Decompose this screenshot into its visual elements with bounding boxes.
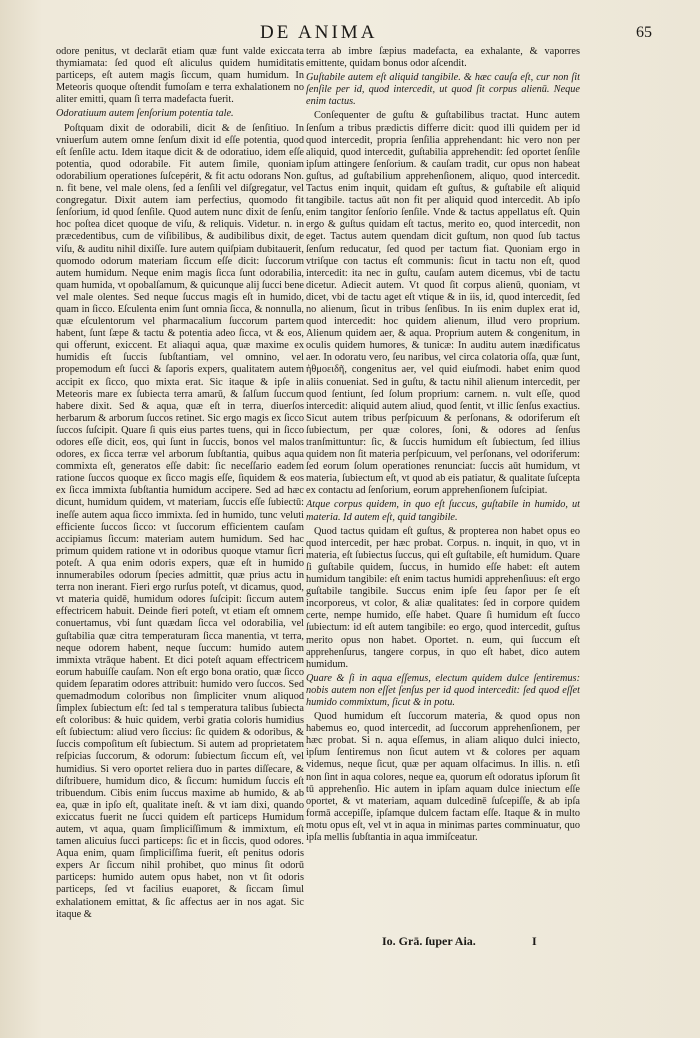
section-heading: Odoratiuum autem ſenſorium potentia tale.	[56, 108, 234, 120]
running-title: DE ANIMA	[260, 22, 378, 43]
paragraph: terra ab imbre ſæpius madefacta, ea exhalante, & vaporres emittente, quidam bonus odor aſcendit.	[306, 46, 580, 70]
lemma-heading: Atque corpus quidem, in quo eſt ſuccus, guſtabile in humido, ut materia. Id autem eſt, quid tangibile.	[306, 499, 580, 523]
left-column	[56, 46, 304, 994]
paragraph: Quod humidum eſt ſuccorum materia, & quod opus non habemus eo, quod intercedit, ad ſuccorum apprehenſionem, per hæc probat. Si n. aqua eſſemus, in aliam aliquo dulci iniecto, ipſum ſentiremus non ſicut autem vt & colores per aquam videmus, neque ſicut, quæ per aquam olfacimus. In illis. n. etſi non ſint in aqua colores, neque ea, quorum eſt odoratus ipſorum ſit tū apprehenſio. Hic autem in ipſam aquam dulce iniectum eſſe oportet, & vt materiam, aquam dulcedinē ſuſcepiſſe, & ab ipſa formā accepiſſe, ipſamque dulcem factam eſſe. Itaque & in multo motu opus eſt, vel vt in aqua in minimas partes comminuatur, quo ipſa mellis ſubſtantia in aqua immiſceatur.	[306, 711, 580, 843]
lemma-heading: Guſtabile autem eſt aliquid tangibile. & hæc cauſa eſt, cur non ſit ſenſile per id, quod intercedit, ut quod ſit corpus alienū. Neque enim tactus.	[306, 72, 580, 108]
right-column	[306, 46, 580, 966]
running-head	[0, 20, 700, 46]
page-number: 65	[636, 24, 652, 41]
signature-text: Io. Grā. ſuper Aia.	[382, 934, 476, 948]
paragraph: Conſequenter de guſtu & guſtabilibus tractat. Hunc autem ſenſum a tribus prædictis differre dicit: quod illi quidem per id quod intercedit, propria ſenſilia apprehendant: hic vero non per aliquid, quod intercedit, guſtabilia apprehendit: ſed oportet ſenſile ipſum attingere ſenſorium. & cauſam tradit, cur opus non habeat guſtus, ad guſtabilium apprehenſionem, aliquo, quod intercedit. Tactus enim inquit, quidam eſt guſtus, & guſtabile eſt aliquid tangibile. tactus aūt non fit per aliquid quod intercedit. Ab ipſo enim tangitor ſenſorio ſenſile. Vnde & tactus appellatus eſt. Quin ergo & guſtus quidam eſt tactus, merito eo, quod intercedit, non eget. Tactus autem quendam dicit guſtum, non quod ſub tactus ſenſum reducatur, ſed quod per tactum fiat. Quoniam ergo in vtriſque con tactus eſt communis: ſicut in tactu non eſt, quod intercedit: ita nec in guſtu, cauſam autem dicemus, vbi de tactu dicetur. Adiecit autem. Vt quod ſit corpus alienū, quoniam, vt dicet, vbi de tactu aget eſt vtique & in iis, id, quod intercedit, ſed no alienum, ſicut in tribus ſenſibus. In iis enim duplex erat id, quod intercedit: hoc quidem alienum, illud vero proprium. Alienum quidem aer, & aqua. Proprium autem & congenitum, in oculis quidem humores, & tunicæ: In auditu autem inædificatus aer. In odoratu vero, ſeu naribus, vel circa colatoria oſſa, quæ ſunt, ἠθμοειδῆ, congenitus aer, vel quid eiuſmodi. habet enim quod aliis conueniat. Sed in guſtu, & tactu nihil alienum intercedit, per quod ſentiunt, ſed ſolum proprium: carnem. n. vult eſſe, quod intercedit: aliquid autem aliud, quod ſentit, vt illic ſenſus exactius. Sicut autem tribus perſpicuum & perſonans, & odoriferum eſt ſubiectum, per quæ colores, ſoni, & odores ad ſenſus tranſmittuntur: ſic, & ſuccis humidum eſt ſubiectum, ſed illius quidem non ſit materia perſpicuum, vel perſonans, vel odoriferum: ſed eorum ſolum operationes renunciat: ſuccis aūt humidum, vt materia, ſubiectum eſt, vt quod ab eis patiatur, & qualitate ſuſcepta ex contactu ad ſenſorium, eorum apprehenſionem ſuſcipiat.	[306, 110, 580, 497]
signature-line	[382, 934, 582, 950]
paragraph: odore penitus, vt declarāt etiam quæ funt valde exiccata thymiamata: ſed quod eſt aliculus quidem humiditatis particeps, eſt autem magis ſiccum, quam humidum. In Meteoris quoque oſtendit fumoſam e terra exhalationem no aliter emitti, quam ſi terra madefacta fuerit.	[56, 46, 304, 106]
lemma-heading: Quare & ſi in aqua eſſemus, electum quidem dulce ſentiremus: nobis autem non eſſet ſenſus per id quod intercedit: ſed quod eſſet humido commixtum, ſicut & in potu.	[306, 672, 580, 708]
signature-mark: I	[532, 934, 537, 948]
paragraph: Poſtquam dixit de odorabili, dicit & de ſenſitiuo. In vniuerſum autem omne ſenſum dixit id eſſe potentia, quod eſt ſenſile actu. Idem itaque dicit & de odoratiuo, idem eſſe potentia, quod odorabile. Fit autem ſimile, quoniam odorabilium operationes ſuſcepérit, & fit actu odorans Non. n. fit bene, vel male olens, ſed a ſenſili vel diſgregatur, vel congregatur. Dixit autem iam perfectius, quomodo fit ſenſorium, id quod ſenſile. Quod autem nunc dixit de ſenſu, hoc poſtea dicet quoque de viſu, & reliquis. Videtur. n. in præcedentibus, cum de viſibilibus, & audibilibus dixit, de viſu, & auditu nihil dixiſſe. Iure autem quiſpiam dubitauerit, quomodo odorum materiam ſiccum eſſe dicit: ſuccorum autem humidum. Neque enim magis ſicca ſunt odorabilia, quam humida, vt opobalſamum, & quicunque alij ſucci bene vel male olentes. Sed neque ſuccus magis eſt in humido, quam in ſicco. Eſculenta enim ſunt omnia ſicca, & nonnulla, quæ eſculentorum vel pharmacalium ſuccorum partem habent, ſunt ſæpe & tactu & potentia adeo ſicca, vt & eos, qui offerunt, exiccent. Et aliaqui aqua, quæ maxime ex humidis eſt ſuccis ſubſtantiam, vel omnino, vel propemodum eſt ſucci & ſaporis expers, qualitatem autem accipit ex ſicco, quo mixta erat. Sic itaque & ipſe in Meteoris mare ex ſubiecta terra amarū, & ſalſum ſuccum habere dixit. Sed & aqua, quæ eſt in terra, diuerſos herbarum & arborum ſuccos retinet. Sic ergo magis ex ſicco ſuccos ſuſcipit. Quare ſi quis eius partes tuens, qui in ſicco odores eſſe dicit, eos, qui ſunt in ſuccis, bonos vel malos odores, ex ſicca terræ vel arborum ſubſtantia, quibus aqua commixta eſt, generatos eſſe dabit: ſic neceſſario eadem ratione ſuccos quoque ex ſicco magis eſſe, ſiquidem & eos ex ſicca immixta ſubſtantia humidum accipere. Sed ad hæc dicunt, humidum quidem, vt materiam, ſuccis eſſe ſubiectū: ineſſe autem aqua ſicco immixta. ſed in humido, tunc veluti efficiente ſuccos ſicco: vt ſuccorum efficientem cauſam accipiamus ſiccum: materiam autem humidum. Sed hac primum quidem ratione vt in odoribus quoque vtamur ſicri poteſt. A qua enim odoris expers, quæ eſt in humido innumerabiles odorum ſpecies admittit, quæ prius actu in terra non inerant. Fieri ergo rurſus poteſt, vt dicamus, quod, vt materia quidē, humidum odores ſuſcipit: ſiccum autem effectricem habuit. Deinde fieri poteſt, vt etiam eſt omnem conuertamus, vbi ſunt quædam ſicca vel odorabilia, vel guſtabilia quæ citra temperaturam ſicca manentia, vt terra, neque odorem habent, neque ſuccum: humido autem immixta vtrāque habent. Et dici poteſt aquam effectricem eorum habuiſſe cauſam. Non eſt ergo bona oratio, quæ ſicco quidem ſeparatim odores attribuit: humido vero ſuccos. Sed quemadmodum coloribus non ſimpliciter vnum aliquod ſimplex ſubiectum eſt: ſed tal s temperatura talibus ſubiecta eſt coloribus: & huic quidem, verbi gratia coloris humidius eſt ſubiectum: aliud vero ſiccius: ſic quidem & odoribus, & ſuccis compoſitum eſt ſubiectum. Si autem ad proprietatem reſpicias ſuccorum, & odorum: ſubiectum ſiccum eſt, vel humidius. Si vero oportet reliera duo in partes diſſecare, & diſtribuere, humidum dico, & ſiccum: humidum ſuccis eſt tribuendum. Cibis enim ſuccus maxime ab humido, & ab ea, quæ in ipſo eſt, qualitate ineſt. & vt iam dixi, quando exiccatus fuerit ne ſucci quidem eſt particeps Humidum autem, vt aqua, quam ſimpliciſſimum & immixtum, eſt tamen alicuius ſucci particeps: ſic et in ſiccis, quod odores. Aqua enim, quam ſimpliciſſima fuerit, eſt penitus odoris expers Ar ſiccum nihil prohibet, quo minus ſit odorū particeps: humido autem opus habet, non vt ſit odoris particeps, ſed vt facilius euaporet, & ſiccam ſimul exhalationem emittat, & ſic affectus aer in nos agat. Sic itaque &	[56, 122, 304, 920]
paragraph: Quod tactus quidam eſt guſtus, & propterea non habet opus eo quod intercedit, per hæc probat. Corpus. n. inquit, in quo, vt in materia, eſt ſubiectus ſuccus, qui eſt guſtabile, eſt humidum. Quare ſi guſtabile quidem, ſuccus, in humido eſſe habet: eſt autem humidum tangibile: eſt enim tactus humidi apprehenſiuus: eſt ergo guſtabile tangibile. Succus enim ipſe ſeu ſapor per ſe eſt incorporeus, vt color, & aliæ qualitates: ſed in corpore quidem certe, nempe humido, eſſe habet. Quare ſi humidum eſt ſucco ſubiectum: id eſt autem tangibile: eo ergo, quod intercedit, guſtus merito opus non habet. Oportet. n. eum, qui ſuccum eſt apprehenſurus, tangere corpus, in quo eſt habet, dico autem humidum.	[306, 525, 580, 670]
